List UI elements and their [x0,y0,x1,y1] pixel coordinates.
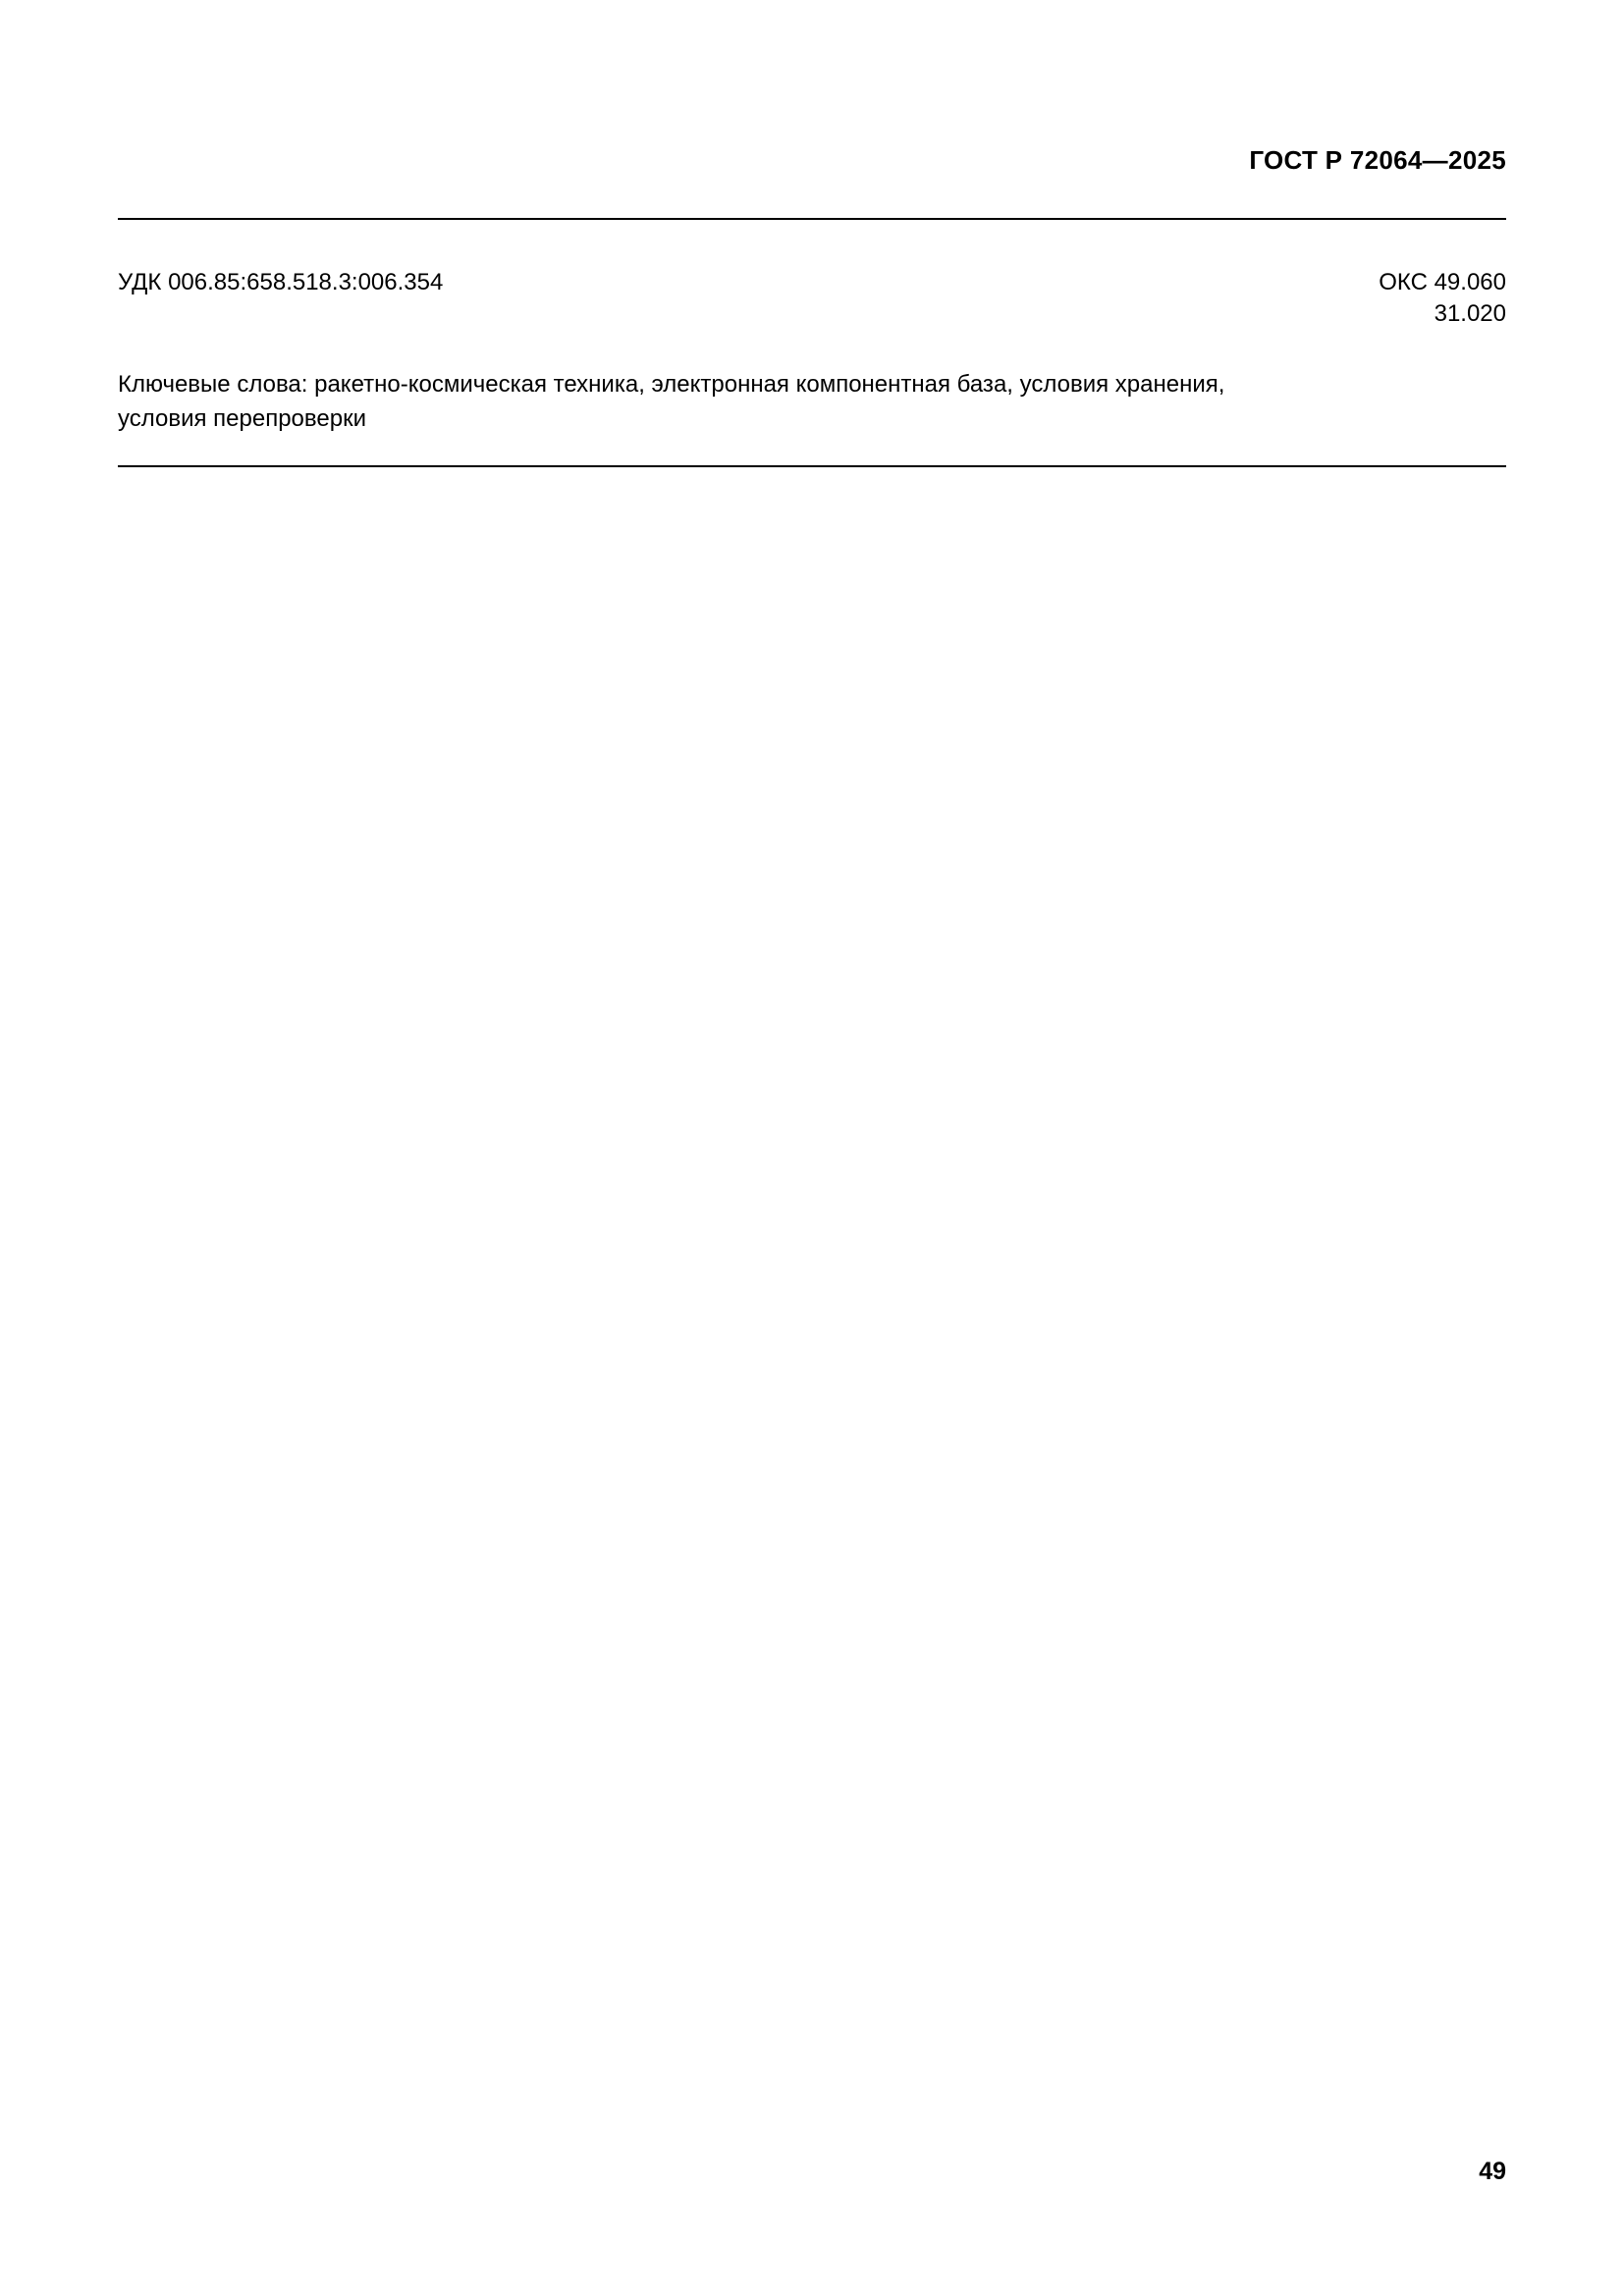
header-divider-top [118,218,1506,220]
oks-code-primary: ОКС 49.060 [1379,269,1506,295]
udk-code: УДК 006.85:658.518.3:006.354 [118,269,444,295]
oks-codes [1379,267,1506,331]
standard-number-header: ГОСТ Р 72064—2025 [1249,145,1506,175]
metadata-row [118,267,1506,331]
page-number: 49 [1479,2158,1506,2185]
keywords-divider-bottom [118,465,1506,467]
oks-code-secondary: 31.020 [1434,300,1506,328]
keywords-block [118,368,1506,437]
keywords-line-1: Ключевые слова: ракетно-космическая техника, электронная компонентная база, условия хранения, [118,371,1225,398]
keywords-line-2: условия перепроверки [118,404,366,432]
